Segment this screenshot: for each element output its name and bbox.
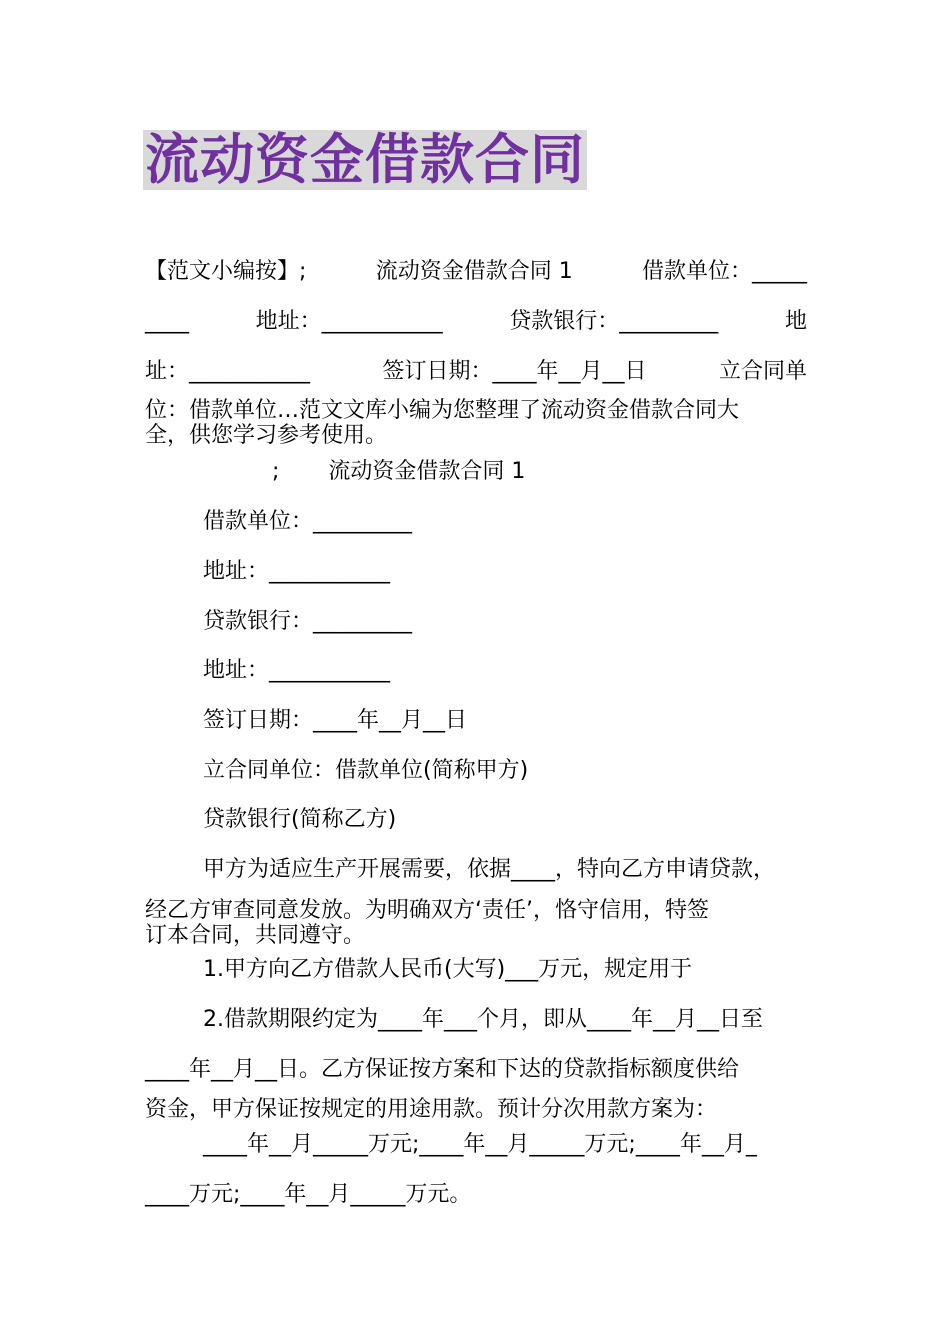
field-date: 签订日期：____年__月__日: [203, 708, 468, 733]
field-address-1: 地址：___________: [203, 559, 391, 584]
intro-text: 签订日期：____年__月__日: [382, 359, 647, 384]
intro-text: 借款单位：_____: [641, 259, 807, 284]
field-borrower: 借款单位：_________: [203, 509, 413, 534]
intro-line-3: [145, 358, 807, 386]
intro-line-2: [145, 308, 807, 336]
intro-text: ____: [145, 309, 189, 334]
intro-text: 流动资金借款合同 1: [375, 259, 573, 284]
clause-1: 1.甲方向乙方借款人民币(大写)___万元，规定用于: [203, 957, 693, 982]
plan-line-1: ____年__月_____万元;____年__月_____万元;____年__月_: [203, 1132, 757, 1157]
field-bank: 贷款银行：_________: [203, 609, 413, 634]
field-party-b: 贷款银行(简称乙方): [203, 807, 397, 832]
title-block: [143, 130, 587, 190]
clause-2-line-3: 资金，甲方保证按规定的用途用款。预计分次用款方案为：: [145, 1097, 718, 1122]
paragraph-1-line-3: 订本合同，共同遵守。: [145, 923, 366, 948]
intro-text: 【范文小编按】;: [145, 259, 307, 284]
field-party-a: 立合同单位：借款单位(简称甲方): [203, 758, 529, 783]
page-title: 流动资金借款合同: [145, 128, 585, 191]
clause-2-line-2: ____年__月__日。乙方保证按方案和下达的贷款指标额度供给: [145, 1057, 740, 1082]
intro-text: 地: [784, 309, 807, 334]
intro-text: 立合同单: [718, 359, 807, 384]
intro-text: 贷款银行：_________: [509, 309, 719, 334]
intro-line-1: [145, 258, 807, 286]
paragraph-1-line-2: 经乙方审查同意发放。为明确双方‘责任’，恪守信用，特签: [145, 898, 709, 923]
intro-line-4: 位：借款单位…范文文库小编为您整理了流动资金借款合同大: [145, 398, 740, 423]
clause-2-line-1: 2.借款期限约定为____年___个月，即从____年__月__日至: [203, 1007, 763, 1032]
section-heading: ; 流动资金借款合同 1: [272, 459, 526, 484]
intro-text: 址：___________: [145, 359, 311, 384]
paragraph-1-line-1: 甲方为适应生产开展需要，依据____，特向乙方申请贷款，: [203, 857, 776, 882]
plan-line-2: ____万元;____年__月_____万元。: [145, 1182, 472, 1207]
intro-line-5: 全，供您学习参考使用。: [145, 423, 388, 448]
field-address-2: 地址：___________: [203, 658, 391, 683]
intro-text: 地址：___________: [255, 309, 443, 334]
